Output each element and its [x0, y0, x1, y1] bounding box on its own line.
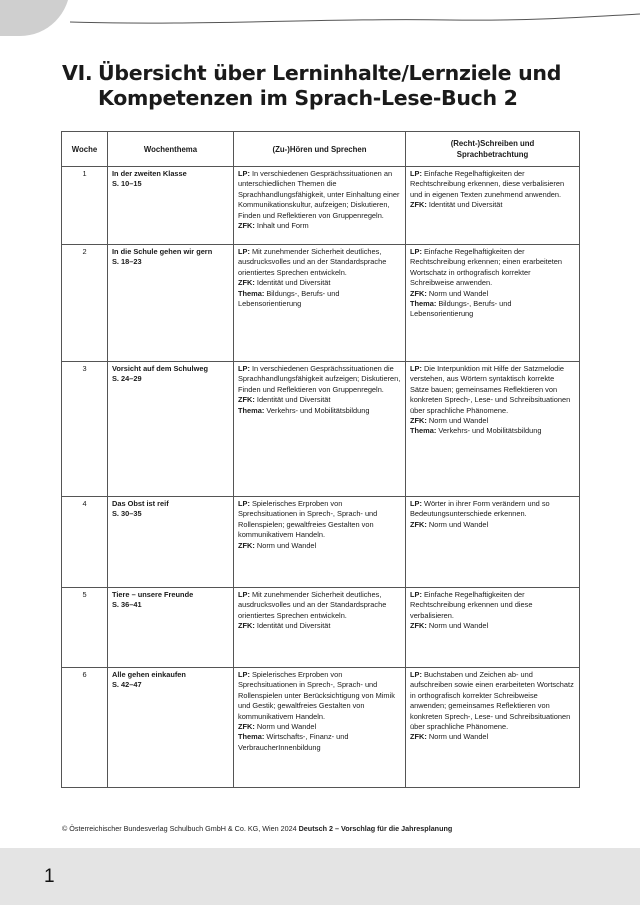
entry-label: LP:	[410, 499, 422, 508]
writing-cell	[406, 362, 580, 497]
entry-label: LP:	[238, 590, 250, 599]
entry-text: Identität und Diversität	[256, 278, 331, 288]
writing-cell	[406, 167, 580, 245]
listening-entry	[238, 732, 401, 753]
week-number: 4	[62, 497, 108, 588]
entry-text: Bildungs-, Berufs- und Lebensorientierung	[238, 288, 340, 309]
entry-text: Einfache Regelhaftigkeiten der Rechtschreibung erkennen und diese verbalisieren.	[410, 590, 533, 620]
listening-entry	[238, 406, 401, 416]
topic-cell	[108, 497, 234, 588]
top-wave-line	[0, 0, 640, 40]
entry-text: Verkehrs- und Mobilitätsbildung	[266, 405, 370, 415]
listening-entry	[238, 670, 401, 722]
week-number: 5	[62, 588, 108, 668]
table-row	[62, 588, 580, 668]
writing-entry	[410, 590, 575, 621]
entry-label: ZFK:	[238, 722, 255, 732]
entry-text: Verkehrs- und Mobilitätsbildung	[438, 426, 542, 436]
writing-entry	[410, 416, 575, 426]
listening-entry	[238, 169, 401, 221]
listening-cell	[234, 668, 406, 788]
table-row	[62, 245, 580, 362]
entry-label: ZFK:	[410, 288, 427, 298]
entry-text: Norm und Wandel	[256, 540, 317, 550]
entry-text: Norm und Wandel	[428, 621, 489, 631]
page-footer	[62, 824, 622, 833]
entry-label: LP:	[238, 247, 250, 256]
topic-cell	[108, 167, 234, 245]
entry-text: Norm und Wandel	[428, 416, 489, 426]
entry-text: In verschiedenen Gesprächssituationen an unterschiedlichen Themen die Sprachhandlungsfähigkeit, unter Einhaltung einer Kommunikationskultur, aufzeigen; Diskutieren, Finden und Reflektieren von Gruppenregeln.	[238, 169, 400, 220]
listening-cell	[234, 245, 406, 362]
overview-table	[61, 131, 580, 788]
topic-pages: S. 30–35	[112, 509, 142, 519]
entry-text: Mit zunehmender Sicherheit deutliches, ausdrucksvolles und an der Standardsprache orientiertes Sprechen entwickeln.	[238, 247, 387, 277]
topic-name: Das Obst ist reif	[112, 499, 169, 508]
entry-text: Wirtschafts-, Finanz- und VerbraucherInnenbildung	[238, 732, 349, 752]
page-number: 1	[44, 866, 55, 887]
title-line-1: Übersicht über Lerninhalte/Lernziele und	[98, 61, 562, 85]
listening-entry	[238, 722, 401, 732]
entry-text: Identität und Diversität	[428, 200, 503, 210]
writing-cell	[406, 588, 580, 668]
week-number: 1	[62, 167, 108, 245]
writing-entry	[410, 169, 575, 200]
writing-entry	[410, 499, 575, 520]
topic-name: In der zweiten Klasse	[112, 169, 187, 178]
writing-entry	[410, 426, 575, 436]
entry-label: ZFK:	[238, 540, 255, 550]
entry-label: Thema:	[238, 288, 265, 298]
topic-pages: S. 18–23	[112, 257, 142, 267]
writing-entry	[410, 289, 575, 299]
entry-label: LP:	[410, 169, 422, 178]
table-row	[62, 668, 580, 788]
entry-label: LP:	[238, 364, 250, 373]
entry-label: ZFK:	[238, 621, 255, 631]
listening-entry	[238, 289, 401, 310]
topic-cell	[108, 588, 234, 668]
week-number: 6	[62, 668, 108, 788]
header-writing	[406, 132, 580, 167]
entry-text: Norm und Wandel	[428, 732, 489, 742]
table-header-row	[62, 132, 580, 167]
table-row	[62, 497, 580, 588]
listening-cell	[234, 588, 406, 668]
entry-label: Thema:	[410, 426, 437, 436]
writing-entry	[410, 247, 575, 289]
entry-label: Thema:	[410, 299, 437, 309]
listening-entry	[238, 221, 401, 231]
header-writing-line-2: Sprachbetrachtung	[456, 150, 529, 159]
listening-entry	[238, 247, 401, 278]
listening-entry	[238, 621, 401, 631]
entry-text: Inhalt und Form	[256, 221, 309, 231]
writing-entry	[410, 364, 575, 416]
entry-label: LP:	[410, 590, 422, 599]
entry-label: ZFK:	[410, 200, 427, 210]
footer-publisher: © Österreichischer Bundesverlag Schulbuch GmbH & Co. KG, Wien 2024	[62, 824, 297, 833]
writing-entry	[410, 200, 575, 210]
topic-name: Alle gehen einkaufen	[112, 670, 186, 679]
header-writing-line-1: (Recht-)Schreiben und	[450, 139, 535, 148]
entry-label: ZFK:	[410, 416, 427, 426]
entry-label: ZFK:	[238, 395, 255, 405]
entry-label: ZFK:	[410, 519, 427, 529]
writing-cell	[406, 497, 580, 588]
entry-text: Spielerisches Erproben von Sprechsituationen in Sprech-, Sprach- und Rollenspielen unter Berücksichtigung von Mimik und Gestik; gewaltfreies Gestalten von kommunikativem Handeln.	[238, 670, 395, 721]
writing-entry	[410, 732, 575, 742]
entry-text: Spielerisches Erproben von Sprechsituationen in Sprech-, Sprach- und Rollenspielen; gewaltfreies Gestalten von kommunikativem Handeln.	[238, 499, 378, 540]
topic-pages: S. 36–41	[112, 600, 142, 610]
entry-label: Thema:	[238, 732, 265, 742]
writing-entry	[410, 520, 575, 530]
writing-cell	[406, 245, 580, 362]
entry-text: Die Interpunktion mit Hilfe der Satzmelodie verstehen, aus Wörtern syntaktisch korrekte Sätze bauen; gemeinsames Reflektieren von konkreten Sprech-, Lese- und Schreibsituationen über sprachliche Phänomene.	[410, 364, 571, 415]
week-number: 3	[62, 362, 108, 497]
entry-text: Einfache Regelhaftigkeiten der Rechtschreibung erkennen, diese verbalisieren und in eigenen Texten zunehmend anwenden.	[410, 169, 565, 199]
entry-text: Norm und Wandel	[428, 288, 489, 298]
entry-label: LP:	[410, 247, 422, 256]
entry-text: Bildungs-, Berufs- und Lebensorientierung	[410, 299, 512, 319]
bottom-band	[0, 848, 640, 905]
title-line-2: Kompetenzen im Sprach-Lese-Buch 2	[98, 86, 518, 110]
topic-pages: S. 24–29	[112, 374, 142, 384]
listening-entry	[238, 278, 401, 288]
footer-doc-title: Deutsch 2 – Vorschlag für die Jahresplanung	[298, 824, 453, 833]
listening-entry	[238, 499, 401, 541]
entry-label: Thema:	[238, 405, 265, 415]
topic-cell	[108, 668, 234, 788]
page-title	[62, 61, 622, 111]
listening-cell	[234, 497, 406, 588]
writing-entry	[410, 670, 575, 732]
entry-label: LP:	[410, 364, 422, 373]
entry-label: ZFK:	[410, 621, 427, 631]
listening-entry	[238, 541, 401, 551]
entry-label: LP:	[238, 670, 250, 679]
entry-label: ZFK:	[410, 732, 427, 742]
entry-text: Mit zunehmender Sicherheit deutliches, ausdrucksvolles und an der Standardsprache orientiertes Sprechen entwickeln.	[238, 590, 387, 620]
entry-text: Buchstaben und Zeichen ab- und aufschreiben sowie einen erarbeiteten Wortschatz in orthografisch korrekter Schreibweise anwenden; gemeinsames Reflektieren von konkreten Sprech-, Lese- und Schreibsituationen über sprachliche Phänomene.	[410, 670, 574, 732]
topic-name: Vorsicht auf dem Schulweg	[112, 364, 208, 373]
writing-entry	[410, 299, 575, 320]
entry-text: Wörter in ihrer Form verändern und so Bedeutungsunterschiede erkennen.	[410, 499, 550, 519]
week-number: 2	[62, 245, 108, 362]
table-row	[62, 167, 580, 245]
writing-entry	[410, 621, 575, 631]
topic-name: In die Schule gehen wir gern	[112, 247, 213, 256]
entry-text: In verschiedenen Gesprächssituationen die Sprachhandlungsfähigkeit aufzeigen; Diskutieren, Finden und Reflektieren von Gruppenregeln.	[238, 364, 401, 394]
entry-label: LP:	[410, 670, 422, 679]
entry-text: Identität und Diversität	[256, 621, 331, 631]
listening-entry	[238, 590, 401, 621]
header-week: Woche	[62, 132, 108, 167]
topic-cell	[108, 362, 234, 497]
entry-label: LP:	[238, 169, 250, 178]
topic-pages: S. 10–15	[112, 179, 142, 189]
table-row	[62, 362, 580, 497]
header-topic: Wochenthema	[108, 132, 234, 167]
entry-label: LP:	[238, 499, 250, 508]
topic-pages: S. 42–47	[112, 680, 142, 690]
listening-cell	[234, 167, 406, 245]
entry-text: Norm und Wandel	[256, 722, 317, 732]
header-listening: (Zu-)Hören und Sprechen	[234, 132, 406, 167]
entry-label: ZFK:	[238, 278, 255, 288]
entry-text: Norm und Wandel	[428, 519, 489, 529]
listening-entry	[238, 364, 401, 395]
topic-name: Tiere – unsere Freunde	[112, 590, 194, 599]
entry-text: Einfache Regelhaftigkeiten der Rechtschreibung erkennen; einen erarbeiteten Wortschatz in orthografisch korrekter Schreibweise anwenden.	[410, 247, 563, 288]
listening-entry	[238, 395, 401, 405]
listening-cell	[234, 362, 406, 497]
entry-label: ZFK:	[238, 221, 255, 231]
writing-cell	[406, 668, 580, 788]
title-number: VI.	[62, 61, 93, 85]
entry-text: Identität und Diversität	[256, 395, 331, 405]
topic-cell	[108, 245, 234, 362]
